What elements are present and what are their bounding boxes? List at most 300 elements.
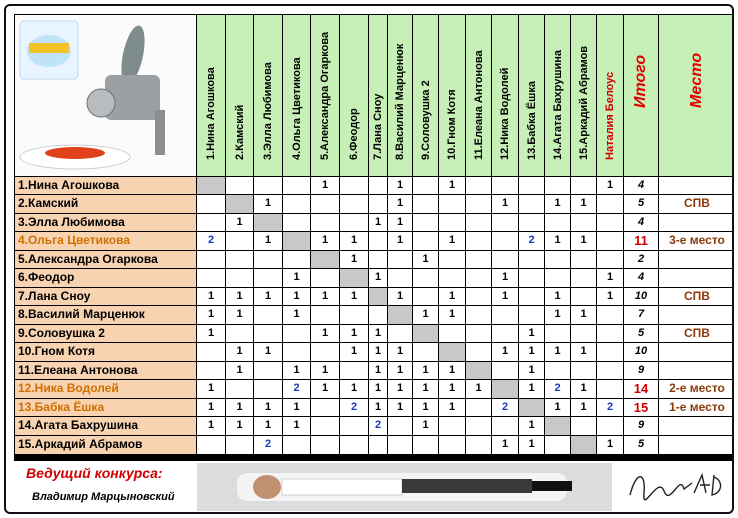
vote-cell: 1 <box>226 306 253 324</box>
vote-cell <box>388 417 412 435</box>
vote-cell <box>340 417 368 435</box>
vote-cell: 2 <box>492 399 518 416</box>
column-header-label: 1.Нина Агошкова <box>205 67 217 160</box>
vote-cell: 1 <box>369 399 387 416</box>
vote-cell: 1 <box>340 325 368 342</box>
vote-cell <box>311 399 339 416</box>
vote-cell: 1 <box>311 288 339 305</box>
place-cell <box>659 269 734 287</box>
total-cell: 9 <box>624 362 658 379</box>
vote-cell: 1 <box>413 380 438 398</box>
vote-cell: 1 <box>254 195 282 213</box>
vote-cell <box>492 417 518 435</box>
column-header-label: Наталия Белоус <box>604 71 616 160</box>
results-table <box>14 14 734 461</box>
vote-cell: 1 <box>492 195 518 213</box>
total-cell: 11 <box>624 232 658 250</box>
vote-cell: 1 <box>254 417 282 435</box>
total-cell: 4 <box>624 214 658 231</box>
vote-cell <box>413 288 438 305</box>
vote-cell: 1 <box>283 306 310 324</box>
vote-cell <box>519 195 544 213</box>
total-cell: 5 <box>624 325 658 342</box>
vote-cell: 1 <box>388 343 412 361</box>
vote-cell <box>466 269 491 287</box>
place-cell: СПВ <box>659 288 734 305</box>
participant-name: 2.Камский <box>15 195 196 213</box>
vote-cell <box>571 269 596 287</box>
vote-cell <box>254 306 282 324</box>
vote-cell <box>413 177 438 194</box>
vote-cell: 1 <box>571 399 596 416</box>
vote-cell: 1 <box>388 362 412 379</box>
vote-cell: 1 <box>519 325 544 342</box>
diagonal-cell <box>413 325 438 342</box>
diagonal-cell <box>388 306 412 324</box>
vote-cell: 1 <box>439 288 465 305</box>
vote-cell <box>413 436 438 454</box>
vote-cell <box>597 417 623 435</box>
vote-cell <box>571 177 596 194</box>
vote-cell: 1 <box>340 232 368 250</box>
vote-cell <box>226 436 253 454</box>
vote-cell <box>283 214 310 231</box>
vote-cell: 1 <box>492 343 518 361</box>
place-cell <box>659 306 734 324</box>
vote-cell <box>388 436 412 454</box>
host-label: Ведущий конкурса: <box>26 465 163 481</box>
vote-cell <box>311 417 339 435</box>
vote-cell <box>369 232 387 250</box>
column-header <box>340 15 368 176</box>
total-cell: 4 <box>624 269 658 287</box>
vote-cell: 1 <box>439 177 465 194</box>
vote-cell: 1 <box>388 399 412 416</box>
vote-cell <box>439 214 465 231</box>
vote-cell: 1 <box>283 288 310 305</box>
vote-cell: 1 <box>197 380 225 398</box>
vote-cell <box>226 251 253 268</box>
vote-cell <box>466 399 491 416</box>
vote-cell: 1 <box>226 362 253 379</box>
vote-cell <box>197 343 225 361</box>
column-header <box>283 15 310 176</box>
vote-cell <box>439 269 465 287</box>
column-header-label: 5.Александра Огаркова <box>319 31 331 160</box>
vote-cell <box>439 417 465 435</box>
column-header-label: 10.Гном Котя <box>446 89 458 160</box>
vote-cell <box>226 269 253 287</box>
vote-cell: 1 <box>254 399 282 416</box>
column-header <box>388 15 412 176</box>
vote-cell <box>340 436 368 454</box>
participant-name: 8.Василий Марценюк <box>15 306 196 324</box>
vote-cell: 1 <box>340 288 368 305</box>
vote-cell <box>369 195 387 213</box>
column-header <box>519 15 544 176</box>
host-photo <box>197 463 612 511</box>
total-cell: 9 <box>624 417 658 435</box>
vote-cell: 1 <box>545 195 570 213</box>
total-header <box>624 15 658 176</box>
vote-cell: 1 <box>545 232 570 250</box>
vote-cell <box>197 436 225 454</box>
vote-cell <box>492 251 518 268</box>
vote-cell <box>439 325 465 342</box>
total-cell: 4 <box>624 177 658 194</box>
vote-cell: 1 <box>492 269 518 287</box>
place-cell <box>659 251 734 268</box>
vote-cell: 1 <box>519 362 544 379</box>
vote-cell <box>545 251 570 268</box>
vote-cell <box>597 343 623 361</box>
vote-cell: 1 <box>439 232 465 250</box>
column-header <box>571 15 596 176</box>
vote-cell <box>413 195 438 213</box>
total-cell: 5 <box>624 436 658 454</box>
place-cell: 3-е место <box>659 232 734 250</box>
total-cell: 10 <box>624 343 658 361</box>
participant-name: 10.Гном Котя <box>15 343 196 361</box>
vote-cell: 1 <box>369 269 387 287</box>
vote-cell <box>466 232 491 250</box>
column-header-label: 6.Феодор <box>348 108 360 160</box>
participant-name: 5.Александра Огаркова <box>15 251 196 268</box>
vote-cell <box>197 362 225 379</box>
vote-cell: 1 <box>226 399 253 416</box>
vote-cell <box>340 214 368 231</box>
vote-cell: 2 <box>597 399 623 416</box>
vote-cell <box>226 380 253 398</box>
host-name: Владимир Марцыновский <box>32 491 175 503</box>
column-header-label: 12.Ника Водолей <box>499 67 511 160</box>
vote-cell: 1 <box>226 343 253 361</box>
column-header <box>197 15 225 176</box>
vote-cell: 1 <box>519 380 544 398</box>
place-cell <box>659 417 734 435</box>
vote-cell <box>545 269 570 287</box>
column-header <box>466 15 491 176</box>
vote-cell <box>197 195 225 213</box>
total-cell: 7 <box>624 306 658 324</box>
vote-cell <box>283 251 310 268</box>
place-cell: 2-е место <box>659 380 734 398</box>
vote-cell: 1 <box>283 269 310 287</box>
vote-cell: 1 <box>545 343 570 361</box>
diagonal-cell <box>226 195 253 213</box>
vote-cell: 1 <box>226 417 253 435</box>
vote-cell <box>388 269 412 287</box>
vote-cell: 1 <box>413 306 438 324</box>
vote-cell: 1 <box>283 362 310 379</box>
vote-cell: 1 <box>388 177 412 194</box>
vote-cell <box>439 195 465 213</box>
diagonal-cell <box>466 362 491 379</box>
vote-cell <box>197 251 225 268</box>
diagonal-cell <box>254 214 282 231</box>
vote-cell: 1 <box>254 343 282 361</box>
vote-cell <box>519 306 544 324</box>
participant-name: 7.Лана Сноу <box>15 288 196 305</box>
vote-cell: 1 <box>466 380 491 398</box>
signature <box>622 465 727 507</box>
vote-cell: 1 <box>197 288 225 305</box>
vote-cell: 1 <box>413 399 438 416</box>
vote-cell <box>283 343 310 361</box>
vote-cell: 1 <box>519 343 544 361</box>
results-board <box>4 4 734 514</box>
column-header-label: 13.Бабка Ёшка <box>525 81 538 160</box>
vote-cell: 1 <box>571 343 596 361</box>
vote-cell <box>466 214 491 231</box>
vote-cell: 1 <box>283 399 310 416</box>
vote-cell <box>369 436 387 454</box>
vote-cell: 1 <box>197 306 225 324</box>
vote-cell <box>466 436 491 454</box>
vote-cell <box>388 251 412 268</box>
vote-cell <box>311 436 339 454</box>
vote-cell <box>197 269 225 287</box>
diagonal-cell <box>283 232 310 250</box>
vote-cell: 2 <box>197 232 225 250</box>
vote-cell: 1 <box>197 325 225 342</box>
vote-cell <box>388 325 412 342</box>
vote-cell <box>311 214 339 231</box>
place-cell: СПВ <box>659 325 734 342</box>
vote-cell <box>492 362 518 379</box>
vote-cell <box>311 306 339 324</box>
vote-cell: 1 <box>439 380 465 398</box>
vote-cell <box>254 380 282 398</box>
vote-cell: 1 <box>311 362 339 379</box>
vote-cell: 1 <box>254 288 282 305</box>
column-header <box>439 15 465 176</box>
vote-cell: 1 <box>413 362 438 379</box>
vote-cell <box>369 177 387 194</box>
vote-cell <box>197 214 225 231</box>
column-header <box>492 15 518 176</box>
vote-cell: 1 <box>492 436 518 454</box>
vote-cell: 1 <box>254 232 282 250</box>
vote-cell <box>571 417 596 435</box>
vote-cell <box>545 325 570 342</box>
vote-cell: 1 <box>413 417 438 435</box>
vote-cell: 1 <box>571 195 596 213</box>
vote-cell <box>519 214 544 231</box>
vote-cell <box>311 195 339 213</box>
vote-cell <box>340 306 368 324</box>
vote-cell <box>545 214 570 231</box>
vote-cell <box>466 251 491 268</box>
vote-cell <box>226 177 253 194</box>
vote-cell <box>519 269 544 287</box>
vote-cell: 1 <box>388 195 412 213</box>
vote-cell: 1 <box>597 288 623 305</box>
vote-cell <box>311 269 339 287</box>
vote-cell: 1 <box>311 177 339 194</box>
vote-cell: 1 <box>388 214 412 231</box>
diagonal-cell <box>519 399 544 416</box>
vote-cell <box>545 436 570 454</box>
vote-cell <box>597 232 623 250</box>
vote-cell: 1 <box>311 380 339 398</box>
vote-cell: 1 <box>597 436 623 454</box>
vote-cell: 1 <box>283 417 310 435</box>
vote-cell: 1 <box>388 380 412 398</box>
diagonal-cell <box>492 380 518 398</box>
column-header-label: 14.Агата Бахрушина <box>551 49 564 160</box>
vote-cell <box>466 306 491 324</box>
vote-cell <box>466 417 491 435</box>
vote-cell <box>466 288 491 305</box>
diagonal-cell <box>439 343 465 361</box>
vote-cell <box>226 325 253 342</box>
place-cell <box>659 177 734 194</box>
vote-cell <box>226 232 253 250</box>
vote-cell <box>545 362 570 379</box>
vote-cell: 1 <box>545 306 570 324</box>
participant-name: 1.Нина Агошкова <box>15 177 196 194</box>
place-cell <box>659 214 734 231</box>
vote-cell <box>597 362 623 379</box>
vote-cell <box>340 177 368 194</box>
vote-cell: 1 <box>571 232 596 250</box>
vote-cell <box>340 362 368 379</box>
column-header <box>226 15 253 176</box>
vote-cell <box>254 269 282 287</box>
vote-cell: 1 <box>388 288 412 305</box>
vote-cell <box>254 177 282 194</box>
vote-cell <box>466 325 491 342</box>
vote-cell <box>254 362 282 379</box>
vote-cell: 1 <box>226 214 253 231</box>
vote-cell: 2 <box>369 417 387 435</box>
vote-cell <box>340 195 368 213</box>
vote-cell: 1 <box>369 325 387 342</box>
vote-cell <box>413 214 438 231</box>
vote-cell <box>413 232 438 250</box>
total-cell: 15 <box>624 399 658 416</box>
participant-name: 11.Елеана Антонова <box>15 362 196 379</box>
vote-cell: 2 <box>283 380 310 398</box>
vote-cell <box>254 325 282 342</box>
vote-cell <box>439 436 465 454</box>
vote-cell <box>519 177 544 194</box>
vote-cell <box>571 325 596 342</box>
diagonal-cell <box>545 417 570 435</box>
place-cell: 1-е место <box>659 399 734 416</box>
column-header <box>254 15 282 176</box>
participant-name: 4.Ольга Цветикова <box>15 232 196 250</box>
vote-cell <box>519 251 544 268</box>
vote-cell: 2 <box>340 399 368 416</box>
total-cell: 2 <box>624 251 658 268</box>
column-header-label: 4.Ольга Цветикова <box>290 57 303 160</box>
vote-cell: 1 <box>340 251 368 268</box>
column-header <box>597 15 623 176</box>
vote-cell: 1 <box>388 232 412 250</box>
column-header-label: 2.Камский <box>233 104 246 160</box>
vote-cell <box>492 177 518 194</box>
place-cell <box>659 362 734 379</box>
vote-cell <box>492 214 518 231</box>
vote-cell <box>254 251 282 268</box>
vote-cell <box>283 195 310 213</box>
vote-cell <box>283 177 310 194</box>
vote-cell <box>492 306 518 324</box>
place-header <box>659 15 734 176</box>
vote-cell: 1 <box>311 325 339 342</box>
vote-cell <box>492 232 518 250</box>
vote-cell: 1 <box>519 436 544 454</box>
column-header-label: 15.Аркадий Абрамов <box>577 45 590 160</box>
vote-cell: 2 <box>519 232 544 250</box>
column-header-label: 9.Соловушка 2 <box>419 80 432 160</box>
vote-cell <box>597 380 623 398</box>
vote-cell: 1 <box>413 251 438 268</box>
footer <box>14 461 734 513</box>
column-header <box>369 15 387 176</box>
vote-cell <box>597 195 623 213</box>
total-cell: 14 <box>624 380 658 398</box>
vote-cell <box>597 306 623 324</box>
participant-name: 9.Соловушка 2 <box>15 325 196 342</box>
diagonal-cell <box>311 251 339 268</box>
vote-cell: 1 <box>197 417 225 435</box>
vote-cell: 2 <box>254 436 282 454</box>
total-cell: 10 <box>624 288 658 305</box>
vote-cell <box>311 343 339 361</box>
vote-cell <box>369 306 387 324</box>
participant-name: 6.Феодор <box>15 269 196 287</box>
vote-cell <box>369 251 387 268</box>
vote-cell <box>597 214 623 231</box>
vote-cell <box>571 362 596 379</box>
column-header-label: 11.Елеана Антонова <box>472 50 485 160</box>
vote-cell: 1 <box>597 269 623 287</box>
vote-cell <box>439 251 465 268</box>
vote-cell: 1 <box>226 288 253 305</box>
column-header <box>311 15 339 176</box>
participant-name: 12.Ника Водолей <box>15 380 196 398</box>
column-header-label: 8.Василий Марценюк <box>394 43 406 160</box>
vote-cell: 1 <box>340 343 368 361</box>
vote-cell <box>413 343 438 361</box>
vote-cell: 1 <box>311 232 339 250</box>
place-cell <box>659 343 734 361</box>
vote-cell <box>466 177 491 194</box>
vote-cell: 1 <box>369 214 387 231</box>
vote-cell: 2 <box>545 380 570 398</box>
vote-cell: 1 <box>492 288 518 305</box>
vote-cell <box>492 325 518 342</box>
vote-cell: 1 <box>197 399 225 416</box>
vote-cell <box>466 343 491 361</box>
vote-cell: 1 <box>597 177 623 194</box>
vote-cell: 1 <box>571 380 596 398</box>
vote-cell: 1 <box>369 380 387 398</box>
vote-cell <box>283 325 310 342</box>
participant-name: 13.Бабка Ёшка <box>15 399 196 416</box>
total-header-label: Итого <box>632 54 649 108</box>
vote-cell: 1 <box>439 362 465 379</box>
vote-cell <box>571 251 596 268</box>
vote-cell: 1 <box>571 306 596 324</box>
diagonal-cell <box>369 288 387 305</box>
vote-cell: 1 <box>340 380 368 398</box>
diagonal-cell <box>197 177 225 194</box>
vote-cell: 1 <box>439 399 465 416</box>
